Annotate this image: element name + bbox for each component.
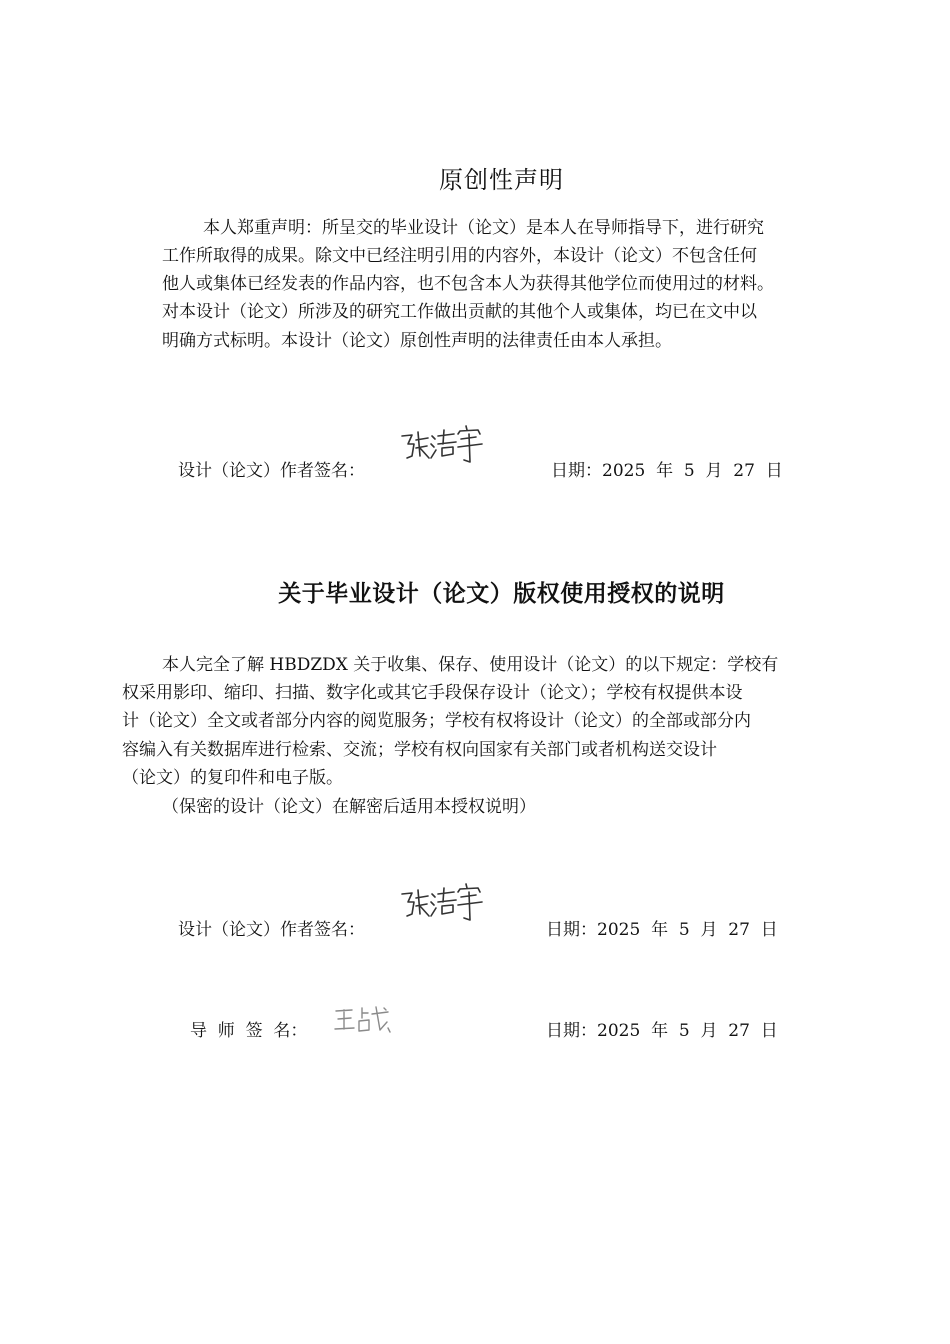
authorization-line-3: 计（论文）全文或者部分内容的阅览服务；学校有权将设计（论文）的全部或部分内 [122, 711, 751, 731]
originality-title: 原创性声明 [439, 166, 564, 194]
authorization-author-date: 日期：2025 年 5 月 27 日 [546, 920, 778, 940]
originality-date: 日期：2025 年 5 月 27 日 [551, 461, 783, 481]
originality-line-5: 明确方式标明。本设计（论文）原创性声明的法律责任由本人承担。 [162, 331, 672, 351]
originality-line-3: 他人或集体已经发表的作品内容，也不包含本人为获得其他学位而使用过的材料。 [162, 274, 774, 294]
authorization-title: 关于毕业设计（论文）版权使用授权的说明 [278, 580, 725, 607]
advisor-sign-label: 导 师 签 名： [190, 1021, 308, 1041]
originality-line-1: 本人郑重声明：所呈交的毕业设计（论文）是本人在导师指导下，进行研究 [203, 218, 764, 238]
originality-author-sign-label: 设计（论文）作者签名： [178, 461, 365, 481]
authorization-line-2: 权采用影印、缩印、扫描、数字化或其它手段保存设计（论文）；学校有权提供本设 [122, 683, 743, 703]
authorization-line-4: 容编入有关数据库进行检索、交流；学校有权向国家有关部门或者机构送交设计 [122, 740, 717, 760]
authorization-author-sign-label: 设计（论文）作者签名： [178, 920, 365, 940]
advisor-date: 日期：2025 年 5 月 27 日 [546, 1021, 778, 1041]
originality-line-4: 对本设计（论文）所涉及的研究工作做出贡献的其他个人或集体，均已在文中以 [162, 302, 757, 322]
author-signature-image [398, 422, 488, 474]
authorization-line-1: 本人完全了解 HBDZDX 关于收集、保存、使用设计（论文）的以下规定：学校有 [162, 655, 779, 675]
originality-line-2: 工作所取得的成果。除文中已经注明引用的内容外，本设计（论文）不包含任何 [162, 246, 757, 266]
advisor-signature-image [332, 1004, 394, 1036]
authorization-line-6: （保密的设计（论文）在解密后适用本授权说明） [162, 797, 536, 817]
authorization-line-5: （论文）的复印件和电子版。 [122, 768, 343, 788]
author-signature-image-2 [398, 880, 488, 932]
